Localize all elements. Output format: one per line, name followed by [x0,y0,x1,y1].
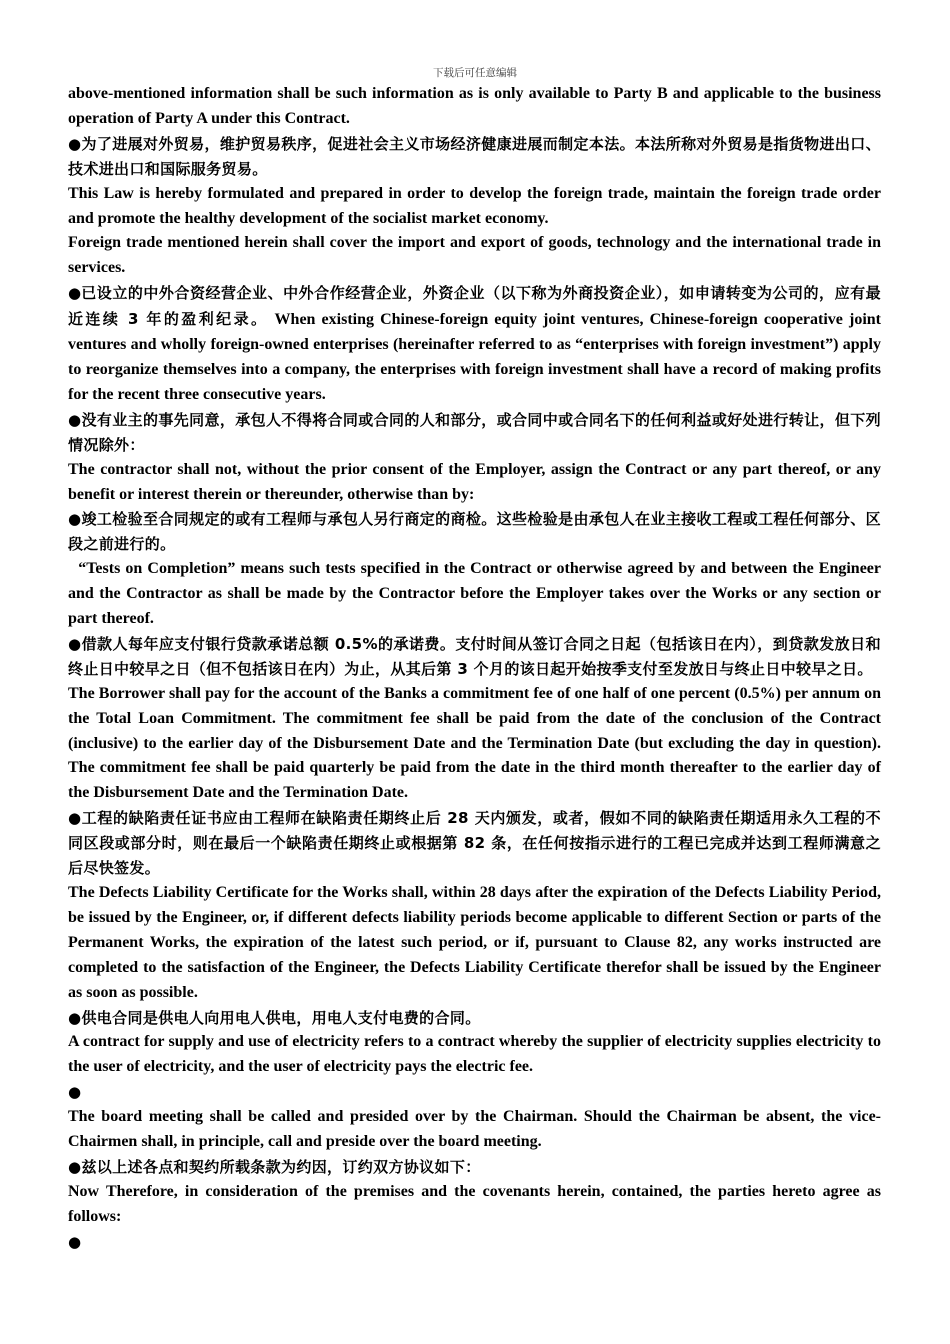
bullet-icon: ● [68,1232,82,1251]
paragraph-text: 供电合同是供电人向用电人供电，用电人支付电费的合同。 [81,1008,481,1027]
paragraph-en-tests-on-completion: “Tests on Completion” means such tests specified in the Contract or otherwise agreed by and between the Engineer and the Contractor as shall be made by the Contractor before the Employer takes over the Works or any section or part thereof. [68,560,885,628]
paragraph-text: 工程的缺陷责任证书应由工程师在缺陷责任期终止后 28 天内颁发，或者，假如不同的缺陷责任期适用永久工程的不同区段或部分时，则在最后一个缺陷责任期终止或根据第 82 条，在任何按指示进行的工程已完成并达到工程师满意之后尽快签发。 [68,809,881,878]
paragraph-en-continued: above-mentioned information shall be such information as is only available to Party B and applicable to the business operation of Party A under this Contract. [68,85,881,127]
paragraph-en-board-meeting: The board meeting shall be called and presided over by the Chairman. Should the Chairman be absent, the vice-Chairmen shall, in principle, call and preside over the board meeting. [68,1108,881,1151]
paragraph-zh-commitment-fee [68,632,881,682]
paragraph-zh-foreign-trade-law [68,132,881,182]
paragraph-en-commitment-fee: The Borrower shall pay for the account of the Banks a commitment fee of one half of one percent (0.5%) per annum on the Total Loan Commitment. The commitment fee shall be paid from the date of the conclusion of the Contract (inclusive) to the earlier day of the Disbursement Date and the Termination Date (but excluding the day in question). The commitment fee shall be paid quarterly be paid from the date in the third month thereafter to the earlier day of the Disbursement Date and the Termination Date. [68,684,881,802]
bullet-icon: ● [68,1008,82,1027]
bullet-icon: ● [68,134,82,153]
paragraph-en-foreign-trade-scope: Foreign trade mentioned herein shall cover the import and export of goods, technology and the international trade in services. [68,234,881,277]
paragraph-en-assignment: The contractor shall not, without the prior consent of the Employer, assign the Contract or any part thereof, or any benefit or interest therein or thereunder, otherwise than by: [68,460,881,503]
paragraph-empty-bullet [68,1230,881,1255]
paragraph-text-en: When existing Chinese-foreign equity joint ventures, Chinese-foreign cooperative joint ventures and wholly foreign-owned enterprises (hereinafter referred to as “enterprises with foreign investment”) apply to reorganize themselves into a company, the enterprises with foreign investment shall have a record of making profits for the recent three consecutive years. [68,311,881,403]
paragraph-text-zh: 已设立的中外合资经营企业、中外合作经营企业，外资企业（以下称为外商投资企业），如申请转变为公司的，应有最近连续 3 年的盈利纪录。 [68,284,881,329]
paragraph-zh-tests-on-completion [68,507,881,557]
paragraph-empty-bullet [68,1080,881,1105]
paragraph-en-foreign-trade-law: This Law is hereby formulated and prepared in order to develop the foreign trade, maintain the foreign trade order and promote the healthy development of the socialist market economy. [68,184,881,227]
bullet-icon: ● [68,1083,82,1102]
bullet-icon: ● [68,1157,82,1176]
paragraph-text: 兹以上述各点和契约所载条款为约因，订约双方协议如下： [81,1157,481,1176]
paragraph-zh-electricity-contract [68,1006,881,1031]
bullet-icon: ● [68,410,82,429]
paragraph-zh-defects-liability [68,806,881,881]
bullet-icon: ● [68,510,82,529]
bullet-icon: ● [68,284,82,303]
paragraph-en-whereas: Now Therefore, in consideration of the premises and the covenants herein, contained, the parties hereto agree as follows: [68,1182,881,1225]
paragraph-text: 竣工检验至合同规定的或有工程师与承包人另行商定的商检。这些检验是由承包人在业主接收工程或工程任何部分、区段之前进行的。 [68,510,881,554]
paragraph-text: 为了进展对外贸易，维护贸易秩序，促进社会主义市场经济健康进展而制定本法。本法所称对外贸易是指货物进出口、技术进出口和国际服务贸易。 [68,134,881,178]
page-header: 下载后可任意编辑 [433,67,517,79]
bullet-icon: ● [68,809,82,828]
bullet-icon: ● [68,634,82,653]
paragraph-text: 借款人每年应支付银行贷款承诺总额 0.5%的承诺费。支付时间从签订合同之日起（包括该日在内），到贷款发放日和终止日中较早之日（但不包括该日在内）为止，从其后第 3 个月的该日起开始按季支付至发放日与终止日中较早之日。 [68,634,881,678]
paragraph-zh-assignment [68,408,881,458]
document-body [68,82,885,1255]
paragraph-zh-whereas [68,1155,881,1180]
paragraph-en-defects-liability: The Defects Liability Certificate for the Works shall, within 28 days after the expiration of the Defects Liability Period, be issued by the Engineer, or, if different defects liability periods become applicable to different Section or parts of the Permanent Works, the expiration of the latest such period, or if, pursuant to Clause 82, any works instructed are completed to the satisfaction of the Engineer, the Defects Liability Certificate therefor shall be issued by the Engineer as soon as possible. [68,884,881,1001]
paragraph-mixed-foreign-investment [68,281,881,408]
paragraph-text: 没有业主的事先同意，承包人不得将合同或合同的人和部分，或合同中或合同名下的任何利益或好处进行转让，但下列情况除外： [68,410,881,454]
paragraph-en-electricity-contract: A contract for supply and use of electricity refers to a contract whereby the supplier of electricity supplies electricity to the user of electricity, and the user of electricity pays the electric fee. [68,1033,881,1076]
